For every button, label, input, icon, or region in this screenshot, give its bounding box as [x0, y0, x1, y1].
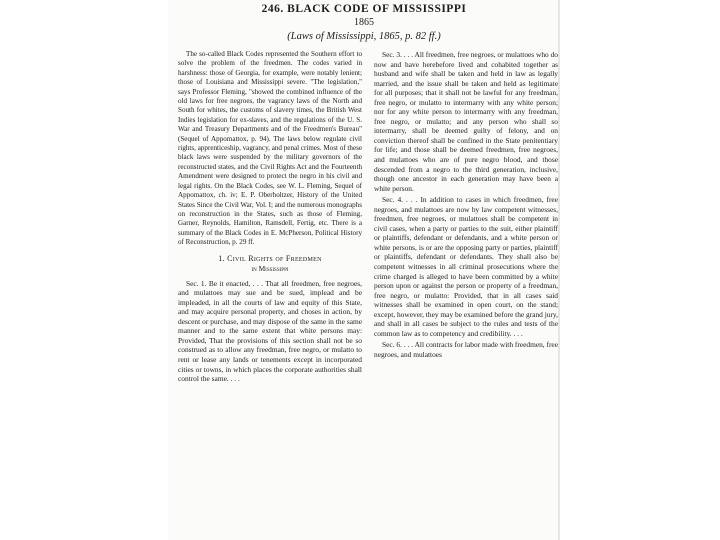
- section-3-paragraph: Sec. 3. . . . All freedmen, free negroes, or mulattoes who do now and have herebefore lived and cohabited together as husband and wife shall be taken and held in law as legally married, and the issue shall be taken and held as legitimate for all purposes; that it shall not be lawful for any freedman, free negro, or mulatto to intermarry with any white person; nor for any white person to intermarry with any freedman, free negro, or mulatto; and any person who shall so intermarry, shall be deemed guilty of felony, and on conviction thereof shall be confined in the State penitentiary for life; and those shall be deemed freedmen, free negroes, and mulattoes who are of pure negro blood, and those descended from a negro to the third generation, inclusive, though one ancestor in each generation may have been a white person.: [374, 50, 558, 193]
- document-source: (Laws of Mississippi, 1865, p. 82 ff.): [287, 31, 441, 42]
- intro-paragraph: The so-called Black Codes represented the Southern effort to solve the problem of the freedmen. The codes varied in harshness: those of Georgia, for example, were notably lenient; those of Louisiana and Mississippi severe. "The legislation," says Professor Fleming, "showed the combined influence of the old laws for free negroes, the vagrancy laws of the North and South for whites, the customs of slavery times, the British West Indies legislation for ex-slaves, and the regulations of the U. S. War and Treasury Departments and of the Freedmen's Bureau" (Sequel of Appomattox, p. 94). The laws below regulate civil rights, apprenticeship, vagrancy, and penal crimes. Most of these black laws were suspended by the military governors of the reconstructed states, and the Civil Rights Act and the Fourteenth Amendment were designed to protect the negro in his civil and legal rights. On the Black Codes, see W. L. Fleming, Sequel of Appomattox, ch. iv; E. P. Oberholtzer, History of the United States Since the Civil War, Vol. I; and the numerous monographs on reconstruction in the States, such as those of Fleming, Garner, Reynolds, Hamilton, Ramsdell, Fertig, etc. There is a summary of the Black Codes in E. McPherson, Political History of Reconstruction, p. 29 ff.: [178, 50, 362, 247]
- section-6-paragraph: Sec. 6. . . . All contracts for labor made with freedmen, free negroes, and mulattoes: [374, 340, 558, 359]
- page-edge: [558, 0, 560, 540]
- section-subheading: in Mississippi: [251, 264, 289, 274]
- section-4-paragraph: Sec. 4. . . . In addition to cases in which freedmen, free negroes, and mulattoes are now by law competent witnesses, freedmen, free negroes, or mulattoes shall be competent in civil cases, when a party or parties to the suit, either plaintiff or plaintiffs, defendant or defendants, and a white person or white persons, is or are the opposing party or parties, plaintiff or plaintiffs, defendant or defendants. They shall also be competent witnesses in all criminal prosecutions where the crime charged is alleged to have been committed by a white person upon or against the person or property of a freedman, free negro, or mulatto: Provided, that in all cases said witnesses shall be examined in open court, on the stand; except, however, they may be examined before the grand jury, and shall in all cases be subject to the rules and tests of the common law as to competency and credibility. . . .: [374, 195, 558, 338]
- document-title: 246. BLACK CODE OF MISSISSIPPI: [261, 3, 467, 15]
- left-column: [178, 50, 362, 536]
- document-year: 1865: [354, 17, 374, 28]
- section-1-paragraph: Sec. 1. Be it enacted, . . . That all freedmen, free negroes, and mulattoes may sue and be sued, implead and be impleaded, in all the courts of law and equity of this State, and may acquire personal property, and choses in action, by descent or purchase, and may dispose of the same in the same manner and to the same extent that white persons may: Provided, That the provisions of this section shall not be so construed as to allow any freedman, free negro, or mulatto to rent or lease any lands or tenements except in incorporated cities or towns, in which places the corporate authorities shall control the same. . . .: [178, 278, 362, 384]
- section-heading: 1. Civil Rights of Freedmen: [218, 253, 322, 263]
- right-column: [374, 50, 558, 536]
- intro-note: [178, 50, 362, 248]
